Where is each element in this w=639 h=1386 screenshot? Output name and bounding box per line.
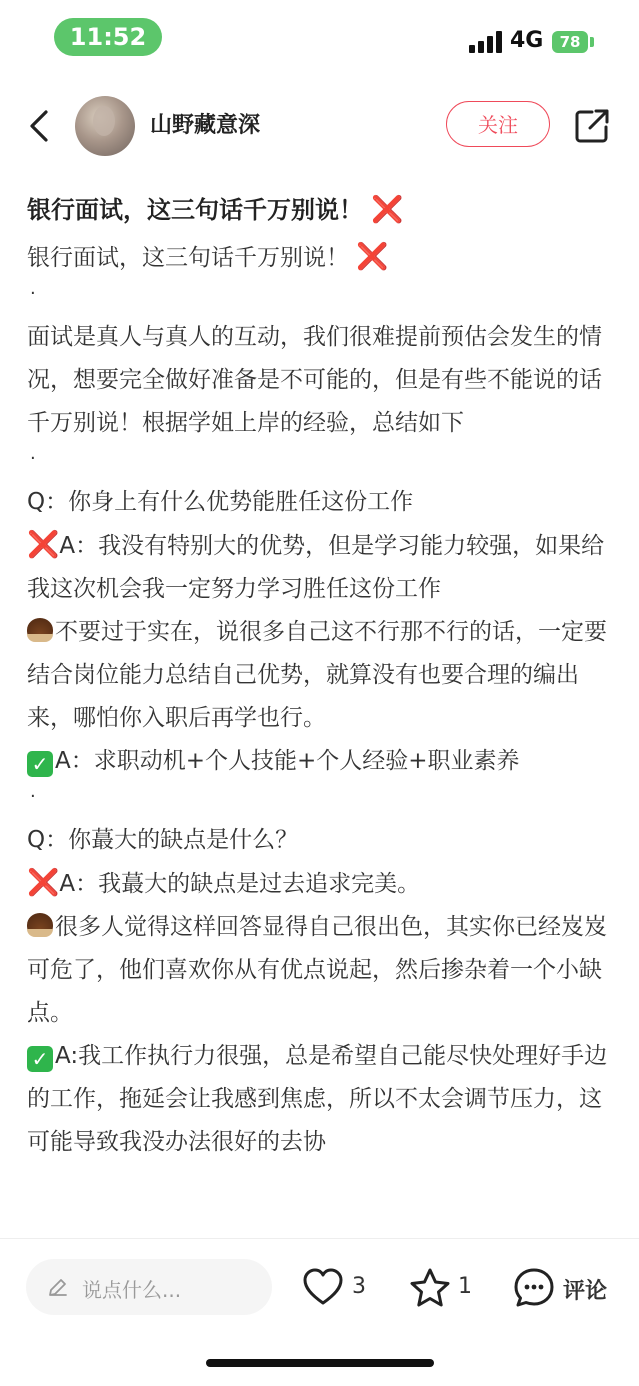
tip-1-text: 不要过于实在，说很多自己这不行那不行的话，一定要结合岗位能力总结自己优势，就算没有也要合理的编出来，哪怕你入职后再学也行。 (27, 619, 607, 731)
good-answer-2-text: A:我工作执行力很强，总是希望自己能尽快处理好手边的工作，拖延会让我感到焦虑，所以不太会调节压力，这可能导致我没办法很好的去协 (27, 1043, 608, 1155)
post-content (27, 192, 617, 1164)
collect-button[interactable] (408, 1267, 478, 1309)
content-fade (0, 1190, 639, 1240)
star-icon (408, 1267, 452, 1309)
good-answer-1 (27, 740, 617, 783)
avatar[interactable] (75, 96, 135, 156)
pencil-icon (46, 1275, 70, 1299)
star-count: 1 (458, 1274, 472, 1299)
status-bar (0, 0, 639, 80)
like-count: 3 (352, 1274, 366, 1299)
tip-2-text: 很多人觉得这样回答显得自己很出色，其实你已经岌岌可危了，他们喜欢你从有优点说起，然后掺杂着一个小缺点。 (27, 914, 607, 1026)
post-subtitle (27, 236, 617, 280)
post-title-text: 银行面试，这三句话千万别说！ (27, 196, 363, 224)
comment-button[interactable] (513, 1267, 613, 1309)
good-answer-2 (27, 1035, 617, 1164)
bad-answer-2 (27, 862, 617, 906)
post-subtitle-text: 银行面试，这三句话千万别说！ (27, 245, 349, 271)
tip-1 (27, 611, 617, 740)
status-time: 11:52 (54, 18, 162, 56)
comment-placeholder: 说点什么... (82, 1278, 182, 1302)
tip-2 (27, 906, 617, 1035)
question-2: Q：你蕞大的缺点是什么？ (27, 827, 299, 853)
bad-answer-2-text: A：我蕞大的缺点是过去追求完美。 (59, 871, 421, 897)
cross-mark-icon: ❌ (27, 868, 60, 898)
post-header (0, 92, 639, 158)
network-type: 4G (510, 28, 544, 53)
post-intro: 面试是真人与真人的互动，我们很难提前预估会发生的情况，想要完全做好准备是不可能的，但是有些不能说的话千万别说！根据学姐上岸的经验，总结如下 (27, 324, 602, 436)
post-title (27, 192, 617, 228)
battery-tip (590, 37, 594, 47)
heart-icon (302, 1267, 344, 1307)
separator-dot: · (30, 786, 36, 807)
question-1: Q：你身上有什么优势能胜任这份工作 (27, 489, 414, 515)
comment-bubble-icon (513, 1267, 555, 1309)
home-indicator[interactable] (206, 1359, 434, 1367)
follow-button[interactable]: 关注 (446, 101, 550, 147)
good-answer-1-text: A：求职动机+个人技能+个人经验+职业素养 (55, 748, 520, 774)
comment-label: 评论 (563, 1279, 608, 1304)
cross-mark-icon: ❌ (356, 242, 389, 272)
bad-answer-1-text: A：我没有特别大的优势，但是学习能力较强，如果给我这次机会我一定努力学习胜任这份工作 (27, 533, 605, 602)
cross-mark-icon: ❌ (371, 195, 404, 225)
separator-dot: · (30, 448, 36, 469)
bad-answer-1 (27, 524, 617, 611)
check-mark-icon: ✓ (27, 751, 53, 777)
signal-icon (469, 31, 503, 53)
battery-icon: 78 (552, 31, 588, 53)
like-button[interactable] (302, 1267, 372, 1309)
back-icon[interactable] (24, 106, 58, 146)
comment-input[interactable] (26, 1259, 272, 1315)
chestnut-icon (27, 913, 53, 937)
separator-dot: · (30, 283, 36, 304)
share-icon[interactable] (572, 106, 612, 146)
author-name[interactable]: 山野藏意深 (150, 113, 261, 138)
check-mark-icon: ✓ (27, 1046, 53, 1072)
bottom-action-bar (0, 1238, 639, 1386)
chestnut-icon (27, 618, 53, 642)
cross-mark-icon: ❌ (27, 530, 60, 560)
